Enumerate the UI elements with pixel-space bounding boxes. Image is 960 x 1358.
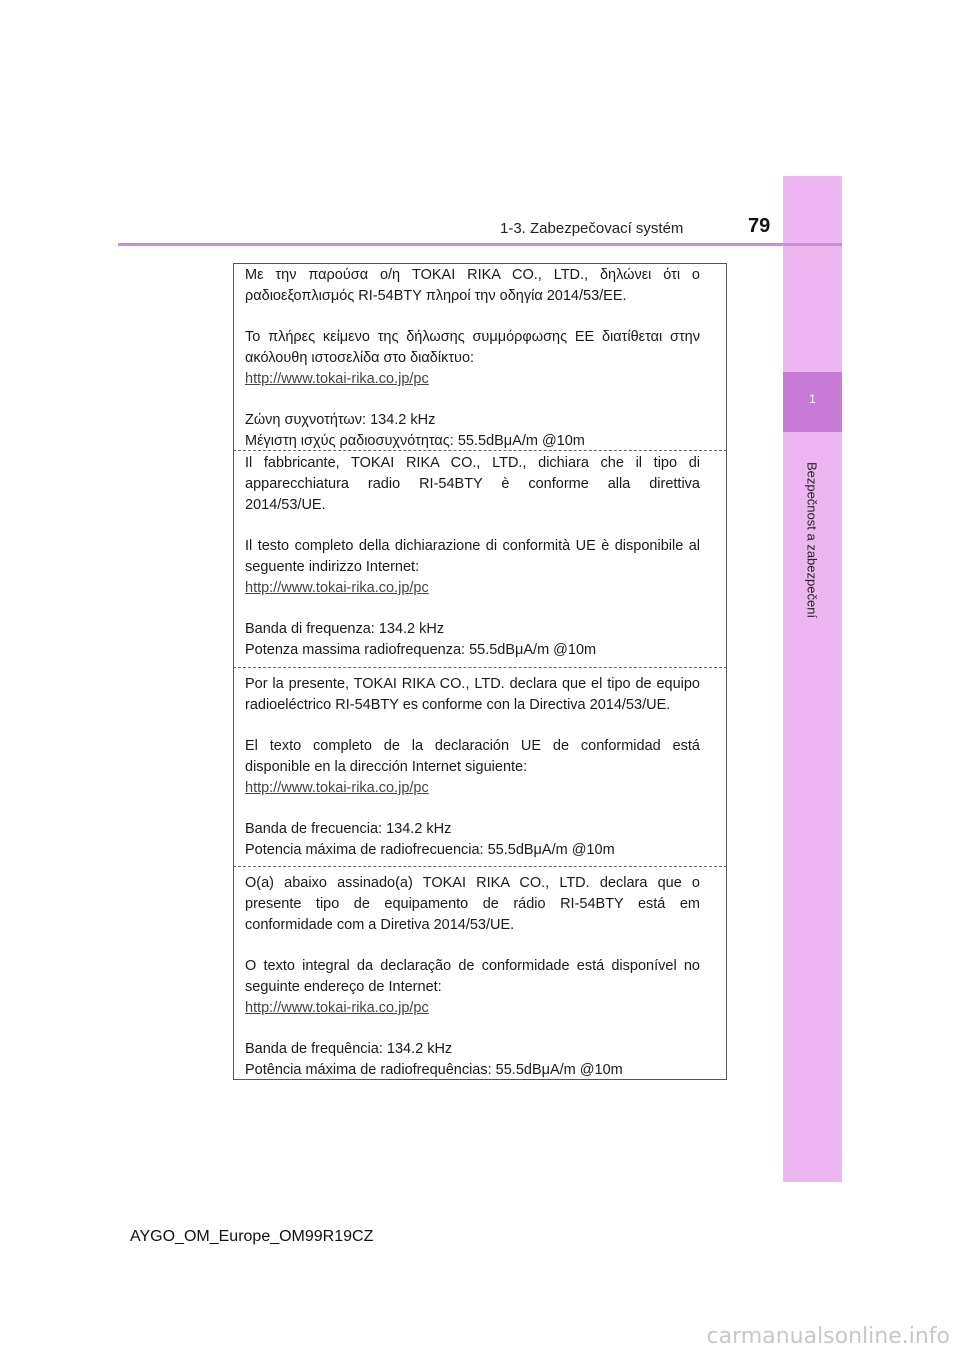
document-code: AYGO_OM_Europe_OM99R19CZ xyxy=(130,1228,374,1245)
statement-line: 2014/53/UE. xyxy=(245,497,326,513)
declaration-url-link[interactable]: http://www.tokai-rika.co.jp/pc xyxy=(245,580,429,596)
fulltext-line: O texto integral da declaração de conformidade está disponível no xyxy=(245,958,700,974)
declaration-url-link[interactable]: http://www.tokai-rika.co.jp/pc xyxy=(245,1000,429,1016)
fulltext-line: seguinte endereço de Internet: xyxy=(245,979,442,995)
declaration-url-link[interactable]: http://www.tokai-rika.co.jp/pc xyxy=(245,780,429,796)
fulltext-line: Το πλήρες κείμενο της δήλωσης συμμόρφωσης ΕΕ διατίθεται στην xyxy=(245,329,700,345)
declaration-url-link[interactable]: http://www.tokai-rika.co.jp/pc xyxy=(245,371,429,387)
frequency-band: Banda di frequenza: 134.2 kHz xyxy=(245,621,445,637)
frequency-band: Ζώνη συχνοτήτων: 134.2 kHz xyxy=(245,412,436,428)
fulltext-line: ακόλουθη ιστοσελίδα στο διαδίκτυο: xyxy=(245,350,475,366)
section-divider xyxy=(233,866,727,867)
chapter-side-tab xyxy=(783,176,842,1182)
statement-line: ραδιοεξοπλισμός RI-54BTY πληροί την οδηγία 2014/53/ΕΕ. xyxy=(245,288,627,304)
section-divider xyxy=(233,450,727,451)
max-power: Potencia máxima de radiofrecuencia: 55.5dBμA/m @10m xyxy=(245,842,615,858)
declaration-greek xyxy=(245,265,700,452)
fulltext-line: disponible en la dirección Internet siguiente: xyxy=(245,759,528,775)
statement-line: Il fabbricante, TOKAI RIKA CO., LTD., dichiara che il tipo di xyxy=(245,455,700,471)
section-divider xyxy=(233,667,727,668)
max-power: Potência máxima de radiofrequências: 55.5dBμA/m @10m xyxy=(245,1062,623,1078)
statement-line: apparecchiatura radio RI-54BTY è conforme alla direttiva xyxy=(245,476,700,492)
watermark: carmanualsonline.info xyxy=(706,1324,950,1349)
fulltext-line: Il testo completo della dichiarazione di conformità UE è disponibile al xyxy=(245,538,700,554)
statement-line: conformidade com a Diretiva 2014/53/UE. xyxy=(245,917,515,933)
header-rule xyxy=(118,243,842,246)
statement-line: Por la presente, TOKAI RIKA CO., LTD. declara que el tipo de equipo xyxy=(245,676,700,692)
statement-line: presente tipo de equipamento de rádio RI-54BTY está em xyxy=(245,896,700,912)
chapter-label: Bezpečnost a zabezpečení xyxy=(804,461,820,619)
max-power: Μέγιστη ισχύς ραδιοσυχνότητας: 55.5dBμA/m @10m xyxy=(245,433,585,449)
statement-line: O(a) abaixo assinado(a) TOKAI RIKA CO., LTD. declara que o xyxy=(245,875,700,891)
declaration-italian xyxy=(245,453,700,661)
frequency-band: Banda de frecuencia: 134.2 kHz xyxy=(245,821,452,837)
max-power: Potenza massima radiofrequenza: 55.5dBμA/m @10m xyxy=(245,642,597,658)
statement-line: Με την παρούσα ο/η TOKAI RIKA CO., LTD., δηλώνει ότι ο xyxy=(245,267,700,283)
chapter-number: 1 xyxy=(809,392,816,406)
declaration-spanish xyxy=(245,674,700,861)
fulltext-line: seguente indirizzo Internet: xyxy=(245,559,420,575)
frequency-band: Banda de frequência: 134.2 kHz xyxy=(245,1041,453,1057)
section-title: 1-3. Zabezpečovací systém xyxy=(500,220,684,237)
declaration-portuguese xyxy=(245,873,700,1081)
page-number: 79 xyxy=(748,215,771,237)
statement-line: radioeléctrico RI-54BTY es conforme con la Directiva 2014/53/UE. xyxy=(245,697,671,713)
fulltext-line: El texto completo de la declaración UE de conformidad está xyxy=(245,738,700,754)
